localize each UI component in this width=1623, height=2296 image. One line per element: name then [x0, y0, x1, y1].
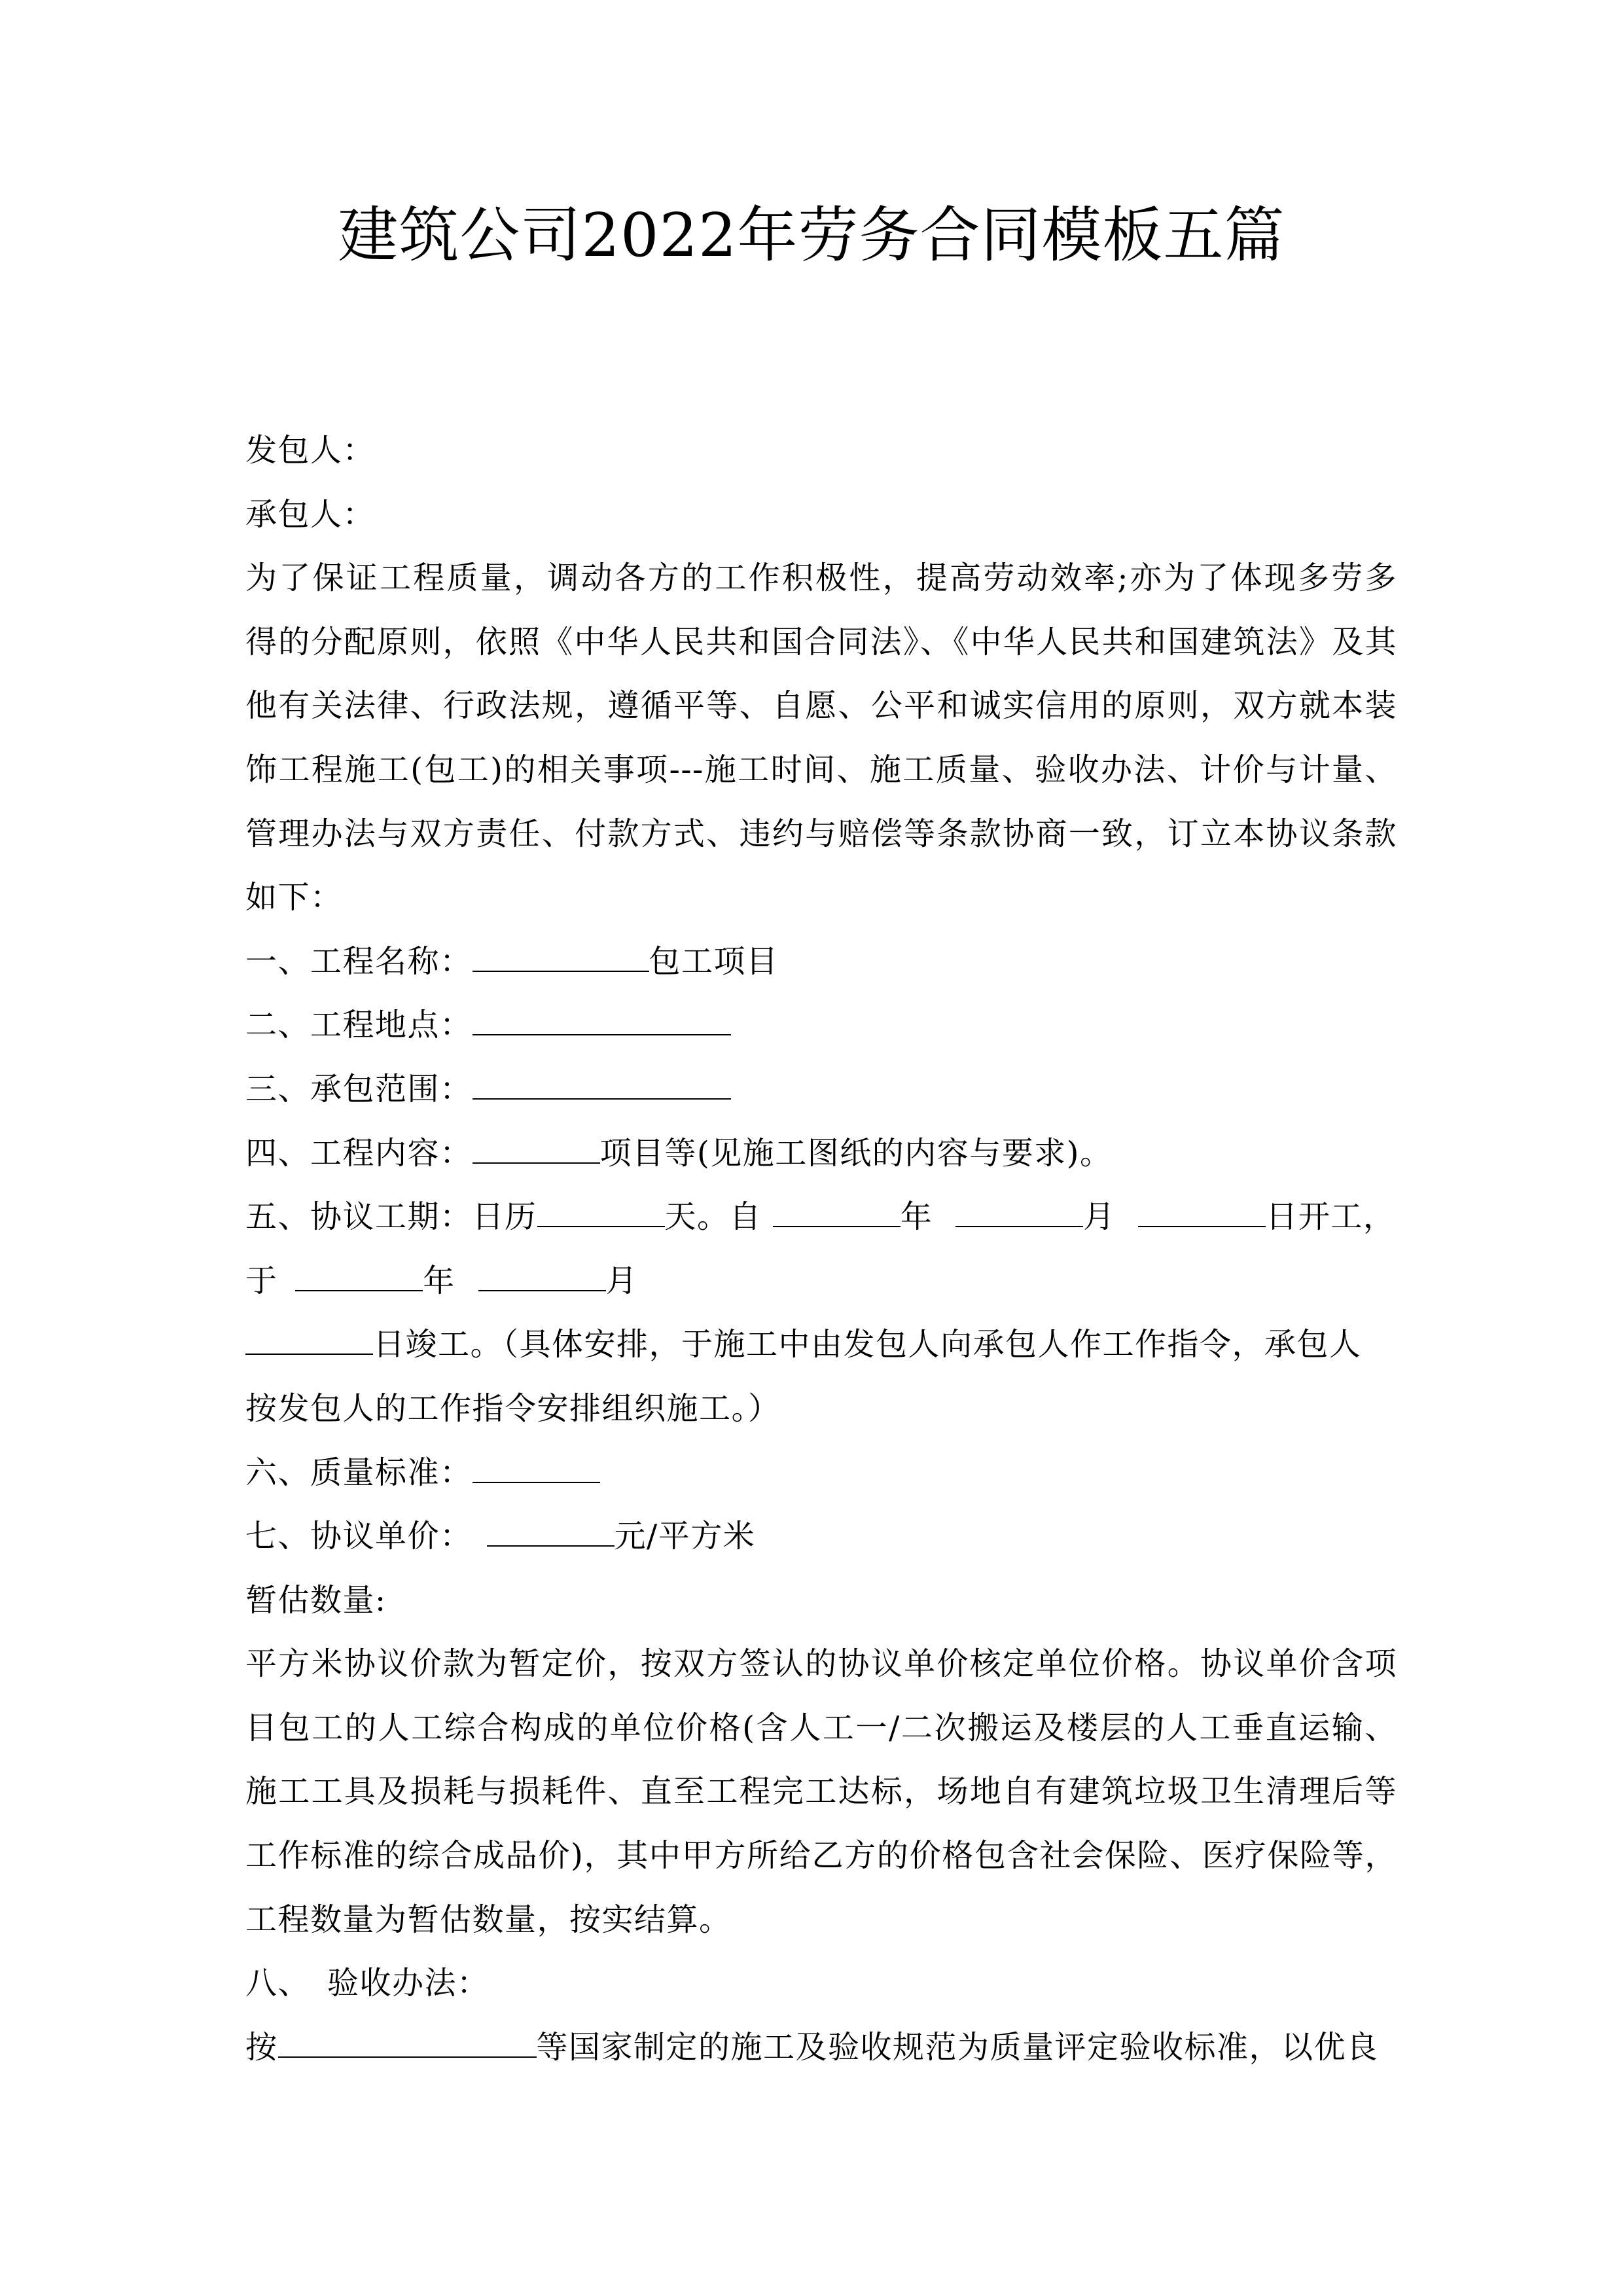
clause-label: 六、质量标准： [245, 1454, 473, 1491]
quality-standard-blank[interactable] [473, 1456, 600, 1483]
preamble-line: 为了保证工程质量，调动各方的工作积极性，提高劳动效率;亦为了体现多劳多 [245, 560, 1397, 597]
preamble-line: 他有关法律、行政法规，遵循平等、自愿、公平和诚实信用的原则，双方就本装 [245, 687, 1397, 725]
estimate-line: 工作标准的综合成品价)，其中甲方所给乙方的价格包含社会保险、医疗保险等， [245, 1837, 1397, 1874]
start-day-blank[interactable] [1138, 1200, 1266, 1227]
clause-unit-price [245, 1505, 1397, 1569]
preamble-line: 如下： [245, 879, 343, 916]
month-label: 月 [1083, 1198, 1116, 1236]
acceptance-prefix: 按 [245, 2028, 278, 2066]
end-day-blank[interactable] [245, 1327, 373, 1355]
year-label: 年 [900, 1198, 933, 1236]
end-month-blank[interactable] [478, 1264, 606, 1291]
start-month-blank[interactable] [955, 1200, 1083, 1227]
document-title: 建筑公司2022年劳务合同模板五篇 [338, 200, 1285, 270]
project-name-blank[interactable] [473, 944, 649, 972]
estimate-line: 工程数量为暂估数量，按实结算。 [245, 1901, 732, 1938]
acceptance-suffix: 等国家制定的施工及验收规范为质量评定验收标准，以优良 [536, 2028, 1379, 2066]
clause-suffix: 项目等(见施工图纸的内容与要求)。 [599, 1134, 1113, 1172]
clause-label: 一、工程名称： [245, 942, 473, 980]
year-label: 年 [423, 1262, 455, 1299]
clause-suffix: 包工项目 [649, 942, 779, 980]
unit-price-blank[interactable] [487, 1519, 615, 1547]
estimate-line: 施工工具及损耗与损耗件、直至工程完工达标，场地自有建筑垃圾卫生清理后等 [245, 1773, 1397, 1810]
clause-label: 七、协议单价： [245, 1518, 473, 1555]
estimate-line: 目包工的人工综合构成的单位价格(含人工一/二次搬运及楼层的人工垂直运输、 [245, 1709, 1397, 1746]
party-a-label: 发包人： [245, 432, 376, 469]
end-year-blank[interactable] [295, 1264, 423, 1291]
to-label: 于 [245, 1262, 278, 1299]
completion-text: 日竣工。（具体安排，于施工中由发包人向承包人作工作指令，承包人 [373, 1326, 1362, 1363]
preamble-line: 得的分配原则，依照《中华人民共和国合同法》、《中华人民共和国建筑法》及其 [245, 623, 1397, 660]
start-label: 日开工， [1266, 1198, 1396, 1236]
month-label: 月 [605, 1262, 639, 1299]
clause-suffix: 元/平方米 [614, 1518, 756, 1555]
clause-label: 二、工程地点： [245, 1007, 473, 1044]
clause-schedule-completion [245, 1313, 1397, 1377]
clause-project-location [245, 994, 1397, 1058]
contract-scope-blank[interactable] [473, 1072, 731, 1100]
days-unit: 天。自 [664, 1198, 762, 1236]
clause-acceptance-text [245, 2016, 1397, 2080]
clause-contract-scope [245, 1058, 1397, 1122]
clause-label: 三、承包范围： [245, 1070, 473, 1107]
project-content-blank[interactable] [473, 1136, 600, 1164]
acceptance-standard-blank[interactable] [278, 2030, 537, 2058]
clause-schedule-end [245, 1249, 1397, 1314]
party-b-label: 承包人： [245, 495, 376, 533]
clause-schedule [245, 1185, 1397, 1249]
preamble-line: 管理办法与双方责任、付款方式、违约与赔偿等条款协商一致，订立本协议条款 [245, 815, 1397, 852]
clause-schedule-completion-2: 按发包人的工作指令安排组织施工。） [245, 1390, 781, 1427]
clause-project-name [245, 930, 1397, 994]
clause-number: 八、 [245, 1965, 311, 2002]
clause-project-content [245, 1122, 1397, 1186]
estimate-label: 暂估数量: [245, 1581, 387, 1619]
clause-acceptance-heading [245, 1952, 1397, 2016]
estimate-line: 平方米协议价款为暂定价，按双方签认的协议单价核定单位价格。协议单价含项 [245, 1645, 1397, 1683]
document-body [245, 419, 1397, 2079]
clause-quality-standard [245, 1441, 1397, 1505]
preamble-line: 饰工程施工(包工)的相关事项---施工时间、施工质量、验收办法、计价与计量、 [245, 751, 1397, 788]
days-blank[interactable] [537, 1200, 665, 1227]
clause-label: 四、工程内容： [245, 1134, 473, 1172]
clause-label: 验收办法： [327, 1965, 490, 2002]
start-year-blank[interactable] [773, 1200, 901, 1227]
clause-label: 五、协议工期：日历 [245, 1198, 537, 1236]
project-location-blank[interactable] [473, 1008, 731, 1035]
